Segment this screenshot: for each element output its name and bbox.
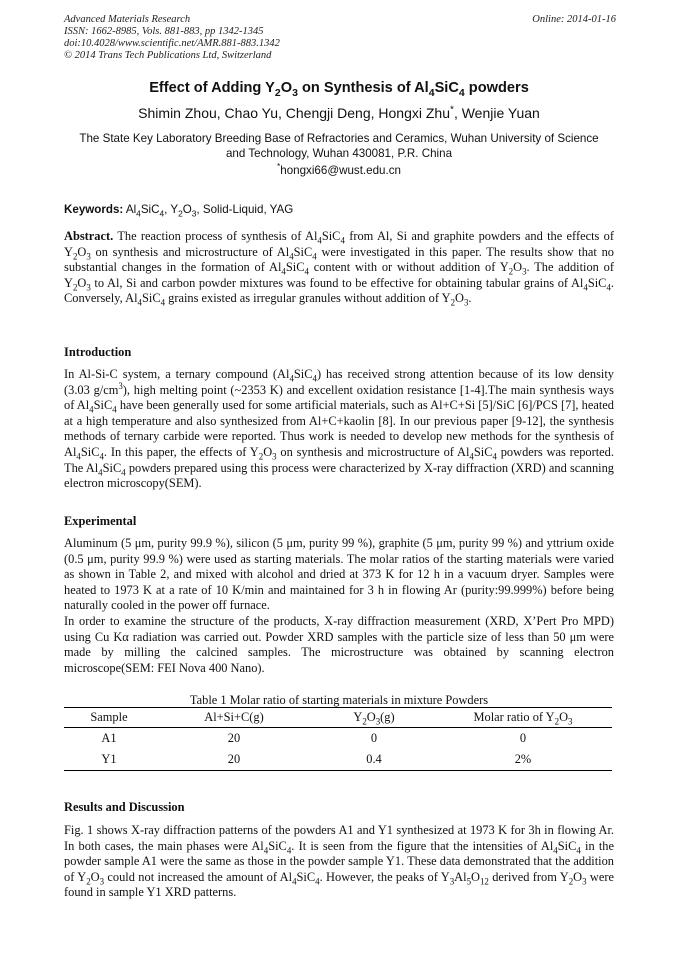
abstract-label: Abstract. xyxy=(64,229,114,243)
paper-title: Effect of Adding $Y_2O_3$ on Synthesis of $Al_4SiC_4$ powders xyxy=(149,80,529,99)
table-caption: Table 1 Molar ratio of starting materials in mixture Powders xyxy=(189,693,489,707)
table-header-row xyxy=(64,708,612,728)
col-header-y2o3: $Y_2O_3(g)$ xyxy=(314,708,434,728)
affiliation: The State Key Laboratory Breeding Base of Refractories and Ceramics, Wuhan University of Science and Technology, Wuhan 430081, P.R. China xyxy=(79,132,599,160)
journal-header xyxy=(64,14,280,62)
table-cell: Y1 xyxy=(64,749,154,771)
experimental-heading: Experimental xyxy=(64,514,137,528)
corresponding-mark: * xyxy=(450,104,454,116)
col-header-molar-ratio: Molar ratio of $Y_2O_3$ xyxy=(434,708,612,728)
table-cell: 0.4 xyxy=(314,749,434,771)
experimental-paragraph-2: In order to examine the structure of the products, X-ray diffraction measurement (XRD, X’Pert Pro MPD) using Cu Kα radiation was carried out. Powder XRD samples with the particle size of less than 50 μm were made by milling the calcined samples. The microstructure was obtained by scanning electron microscope(SEM: FEI Nova 400 Nano). xyxy=(64,614,614,675)
table-row xyxy=(64,749,612,771)
abstract-paragraph: Abstract. The reaction process of synthesis of $Al_4SiC_4$ from Al, Si and graphite powders and the effects of $Y_2O_3$ on synthesis and microstructure of $Al_4SiC_4$ were investigated in this paper. The results show that no substantial changes in the formation of $Al_4SiC_4$ content with or without addition of $Y_2O_3$. The addition of $Y_2O_3$ to Al, Si and carbon powder mixtures was found to be effective for obtaining tabular grains of $Al_4SiC_4$. Conversely, $Al_4SiC_4$ grains existed as irregular granules without addition of $Y_2O_3$. xyxy=(64,229,614,308)
copyright-line: © 2014 Trans Tech Publications Ltd, Switzerland xyxy=(64,50,272,61)
results-paragraph: Fig. 1 shows X-ray diffraction patterns of the powders A1 and Y1 synthesized at 1973 K for 3h in flowing Ar. In both cases, the main phases were $Al_4SiC_4$. It is seen from the figure that the intensities of $Al_4SiC_4$ in the powder sample A1 were the same as those in the powder sample Y1. These data demonstrated that the addition of $Y_2O_3$ could not increased the amount of $Al_4SiC_4$. However, the peaks of $Y_3Al_5O_{12}$ derived from $Y_2O_3$ were found in sample Y1 XRD patterns. xyxy=(64,823,615,900)
table-cell: 20 xyxy=(154,749,314,771)
corresponding-email: *hongxi66@wust.edu.cn xyxy=(277,161,401,177)
col-header-sample: Sample xyxy=(64,708,154,728)
table-cell: 0 xyxy=(370,731,378,745)
table-cell: 20 xyxy=(227,731,241,745)
molar-ratio-table xyxy=(64,707,612,771)
table-cell: A1 xyxy=(101,731,117,745)
author-list: Shimin Zhou, Chao Yu, Chengji Deng, Hongxi Zhu*, Wenjie Yuan xyxy=(138,104,540,121)
experimental-paragraph-1: Aluminum (5 μm, purity 99.9 %), silicon (5 μm, purity 99 %), graphite (5 μm, purity 99 %) and yttrium oxide (0.5 μm, purity 99.9 %) were used as starting materials. The molar ratios of the starting materials were varied as shown in Table 2, and mixed with alcohol and dried at 373 K for 12 h in a vacuum dryer. Samples were heated to 1973 K at a rate of 10 K/min and maintained for 3 h in flowing Ar (purity:99.999%) before being naturally cooled in the power off furnace. xyxy=(64,536,614,613)
online-date: Online: 2014-01-16 xyxy=(532,14,616,25)
table-cell: 0 xyxy=(519,731,527,745)
col-header-al-si-c: Al+Si+C(g) xyxy=(154,708,314,728)
table-cell: 2% xyxy=(434,749,612,771)
table-row xyxy=(64,728,612,750)
results-heading: Results and Discussion xyxy=(64,800,185,814)
journal-name: Advanced Materials Research xyxy=(64,14,191,25)
introduction-heading: Introduction xyxy=(64,345,132,359)
keywords: Keywords: $Al_4SiC_4$, $Y_2O_3$, Solid-Liquid, YAG xyxy=(64,203,294,219)
keywords-label: Keywords: xyxy=(64,203,124,216)
doi-line: doi:10.4028/www.scientific.net/AMR.881-883.1342 xyxy=(64,38,280,49)
introduction-paragraph: In Al-Si-C system, a ternary compound $(Al_4SiC_4)$ has received strong attention because of its low density (3.03 $g/cm^3$), high melting point (~2353 K) and excellent oxidation resistance [1-4].The main synthesis ways of $Al_4SiC_4$ have been generally used for some artificial materials, such as Al+C+Si [5]/SiC [6]/PCS [7], heated at a high temperature and also synthesized from Al+C+kaolin [8]. In our previous paper [9-12], the synthesis methods of ternary carbide were reported. Thus work is needed to develop new methods for the synthesis of $Al_4SiC_4$. In this paper, the effects of $Y_2O_3$ on synthesis and microstructure of $Al_4SiC_4$ powders was reported. The $Al_4SiC_4$ powders prepared using this process were characterized by X-ray diffraction (XRD) and scanning electron microscopy(SEM). xyxy=(64,367,614,491)
issn-line: ISSN: 1662-8985, Vols. 881-883, pp 1342-1345 xyxy=(64,26,264,37)
